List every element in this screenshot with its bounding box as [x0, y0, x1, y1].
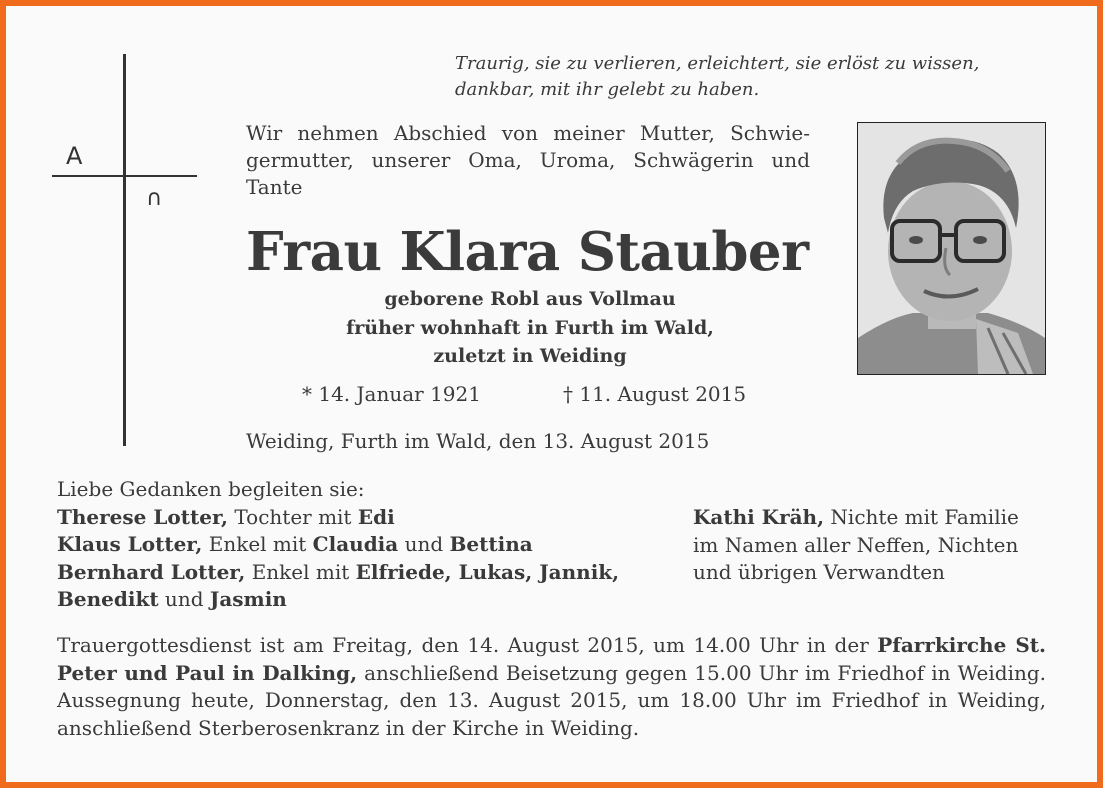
mourners-heading: Liebe Gedanken begleiten sie:	[57, 477, 365, 501]
mourner-line: Therese Lotter, Tochter mit Edi	[57, 504, 395, 529]
omega-symbol: ∩	[146, 186, 163, 211]
last-residence: zuletzt in Weiding	[433, 345, 627, 367]
intro-text	[246, 120, 810, 201]
place-date: Weiding, Furth im Wald, den 13. August 2015	[246, 429, 710, 453]
death-date: † 11. August 2015	[563, 382, 747, 406]
cross-horizontal-bar	[52, 175, 197, 177]
service-info: Trauergottesdienst ist am Freitag, den 14. August 2015, um 14.00 Uhr in der Pfarrkirche St. Peter und Paul in Dalking, anschließend Beisetzung gegen 15.00 Uhr im Friedhof in Weiding. Aussegnung heute, Donnerstag, den 13. August 2015, um 18.00 Uhr im Friedhof in Weiding, anschließend Sterberosenkranz in der Kirche in Weiding.	[57, 633, 1047, 740]
deceased-name: Frau Klara Stauber	[246, 221, 809, 283]
quote-line-1: Traurig, sie zu verlieren, erleichtert, sie erlöst zu wissen,	[455, 53, 980, 74]
cross-vertical-bar	[123, 54, 126, 446]
mourner-line: Klaus Lotter, Enkel mit Claudia und Bettina	[57, 532, 533, 556]
mourner-line: Benedikt und Jasmin	[57, 587, 287, 611]
mourner-line: im Namen aller Neffen, Nichten	[693, 532, 1019, 557]
obituary-card	[6, 6, 1097, 782]
portrait-illustration	[858, 123, 1045, 374]
quote	[455, 51, 1065, 103]
intro-line-1: Wir nehmen Abschied von meiner Mutter, Schwie-	[246, 121, 810, 145]
quote-line-2: dankbar, mit ihr gelebt zu haben.	[455, 79, 760, 100]
former-residence: früher wohnhaft in Furth im Wald,	[346, 317, 714, 339]
mourners-left	[57, 476, 619, 614]
alpha-symbol: A	[66, 142, 83, 170]
portrait-photo	[857, 122, 1046, 375]
intro-line-2: germutter, unserer Oma, Uroma, Schwägerin und	[246, 148, 810, 172]
mourner-line: und übrigen Verwandten	[693, 560, 945, 584]
intro-line-3: Tante	[246, 175, 303, 199]
mourner-line: Kathi Kräh, Nichte mit Familie	[693, 505, 1019, 529]
mourners-right	[693, 504, 1019, 587]
born-name: geborene Robl aus Vollmau	[384, 288, 676, 310]
mourner-line: Bernhard Lotter, Enkel mit Elfriede, Lukas, Jannik,	[57, 559, 620, 584]
birth-date: * 14. Januar 1921	[302, 382, 481, 406]
